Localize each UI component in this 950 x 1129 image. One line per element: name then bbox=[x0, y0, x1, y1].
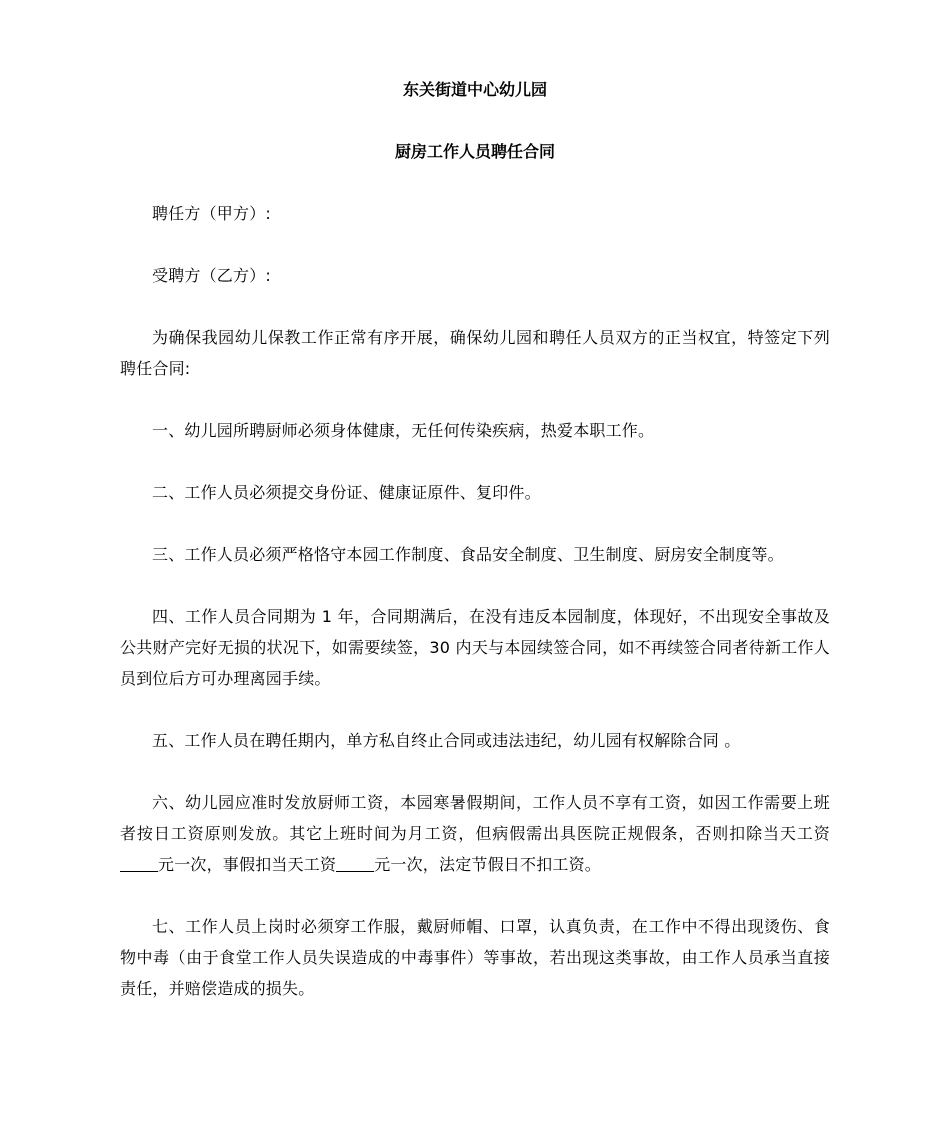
personal-leave-deduction-blank bbox=[336, 855, 374, 872]
contract-title: 厨房工作人员聘任合同 bbox=[394, 142, 555, 161]
sick-leave-deduction-blank bbox=[120, 855, 158, 872]
clause-6 bbox=[120, 787, 830, 880]
clause-1: 一、幼儿园所聘厨师必须身体健康，无任何传染疾病，热爱本职工作。 bbox=[152, 421, 655, 440]
clause-3: 三、工作人员必须严格恪守本园工作制度、食品安全制度、卫生制度、厨房安全制度等。 bbox=[152, 545, 784, 564]
clause-2: 二、工作人员必须提交身份证、健康证原件、复印件。 bbox=[152, 483, 541, 502]
clause-7: 七、工作人员上岗时必须穿工作服，戴厨师帽、口罩，认真负责，在工作中不得出现烫伤、食物中毒（由于食堂工作人员失误造成的中毒事件）等事故，若出现这类事故，由工作人员承当直接责任，并赔偿造成的损失。 bbox=[120, 917, 830, 998]
clause-6-text-c: 元一次，法定节假日不扣工资。 bbox=[374, 855, 602, 874]
clause-4: 四、工作人员合同期为 1 年，合同期满后，在没有违反本园制度，体现好，不出现安全事故及公共财产完好无损的状况下，如需要续签，30 内天与本园续签合同，如不再续签合同者待新工作人员到位后方可办理离园手续。 bbox=[120, 607, 830, 688]
party-b-line: 受聘方（乙方）: bbox=[152, 266, 271, 285]
party-a-line: 聘任方（甲方）: bbox=[152, 204, 271, 223]
clause-5: 五、工作人员在聘任期内，单方私自终止合同或违法违纪，幼儿园有权解除合同 。 bbox=[152, 731, 741, 750]
document-heading: 东关街道中心幼儿园 bbox=[402, 80, 547, 99]
clause-6-text-a: 六、幼儿园应准时发放厨师工资，本园寒暑假期间，工作人员不享有工资，如因工作需要上班者按日工资原则发放。其它上班时间为月工资，但病假需出具医院正规假条，否则扣除当天工资 bbox=[120, 793, 830, 843]
intro-paragraph: 为确保我园幼儿保教工作正常有序开展，确保幼儿园和聘任人员双方的正当权宜，特签定下列聘任合同: bbox=[120, 328, 830, 378]
clause-6-text-b: 元一次，事假扣当天工资 bbox=[158, 855, 337, 874]
